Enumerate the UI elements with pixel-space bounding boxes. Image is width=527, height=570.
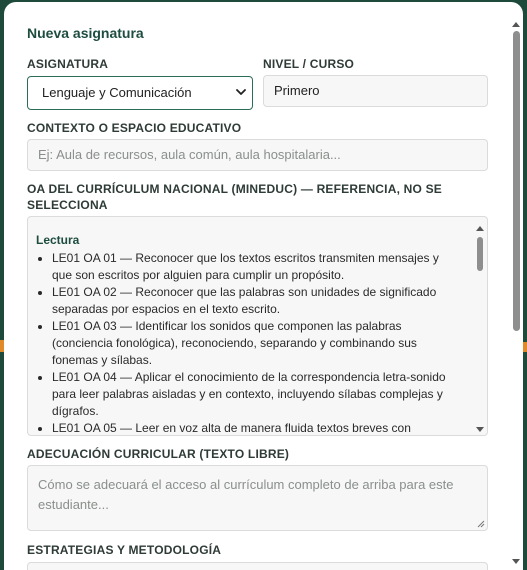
- contexto-label: CONTEXTO O ESPACIO EDUCATIVO: [27, 121, 242, 135]
- modal-scrollbar-thumb[interactable]: [513, 31, 520, 331]
- resize-grip-icon[interactable]: [477, 520, 485, 528]
- adecuacion-label: ADECUACIÓN CURRICULAR (TEXTO LIBRE): [27, 447, 290, 461]
- scroll-up-arrow-icon[interactable]: [512, 20, 520, 28]
- oa-section-heading: Lectura: [36, 233, 80, 247]
- contexto-input[interactable]: [27, 139, 488, 171]
- oa-scrollbar-thumb[interactable]: [477, 237, 483, 271]
- estrategias-label: ESTRATEGIAS Y METODOLOGÍA: [27, 543, 222, 557]
- contexto-placeholder: Ej: Aula de recursos, aula común, aula hospitalaria...: [38, 147, 341, 162]
- nivel-input[interactable]: [263, 75, 488, 107]
- oa-content: [36, 232, 454, 436]
- oa-scrollbar[interactable]: [475, 220, 485, 433]
- modal-scrollbar[interactable]: [510, 14, 522, 570]
- modal-title: Nueva asignatura: [27, 25, 144, 41]
- oa-item: LE01 OA 01 — Reconocer que los textos escritos transmiten mensajes y que son escritos por alguien para cumplir un propósito.: [36, 250, 454, 284]
- scroll-down-arrow-icon[interactable]: [476, 426, 484, 434]
- oa-item: LE01 OA 05 — Leer en voz alta de manera fluida textos breves con: [36, 420, 454, 436]
- scroll-down-arrow-icon[interactable]: [512, 558, 520, 566]
- asignatura-select[interactable]: [27, 76, 253, 110]
- oa-item: LE01 OA 03 — Identificar los sonidos que componen las palabras (conciencia fonológica), reconociendo, separando y combinando sus fonemas y sílabas.: [36, 318, 454, 369]
- asignatura-selected-value: Lenguaje y Comunicación: [42, 85, 192, 100]
- asignatura-label: ASIGNATURA: [27, 57, 109, 71]
- oa-label: OA DEL CURRÍCULUM NACIONAL (MINEDUC) — REFERENCIA, NO SE SELECCIONA: [27, 182, 442, 212]
- nivel-label: NIVEL / CURSO: [263, 57, 355, 71]
- oa-reference-list[interactable]: [27, 216, 488, 436]
- oa-list: [36, 250, 454, 436]
- nivel-value: Primero: [274, 83, 320, 98]
- oa-item: LE01 OA 04 — Aplicar el conocimiento de la correspondencia letra-sonido para leer palabras aisladas y en contexto, incluyendo sílabas complejas y dígrafos.: [36, 369, 454, 420]
- adecuacion-textarea[interactable]: [27, 465, 488, 531]
- estrategias-input[interactable]: [27, 562, 488, 570]
- new-subject-modal: [4, 2, 523, 570]
- adecuacion-placeholder: Cómo se adecuará el acceso al currículum completo de arriba para este estudiante...: [38, 477, 454, 512]
- chevron-down-icon: [236, 87, 246, 97]
- oa-item: LE01 OA 02 — Reconocer que las palabras son unidades de significado separadas por espacios en el texto escrito.: [36, 284, 454, 318]
- scroll-up-arrow-icon[interactable]: [476, 224, 484, 232]
